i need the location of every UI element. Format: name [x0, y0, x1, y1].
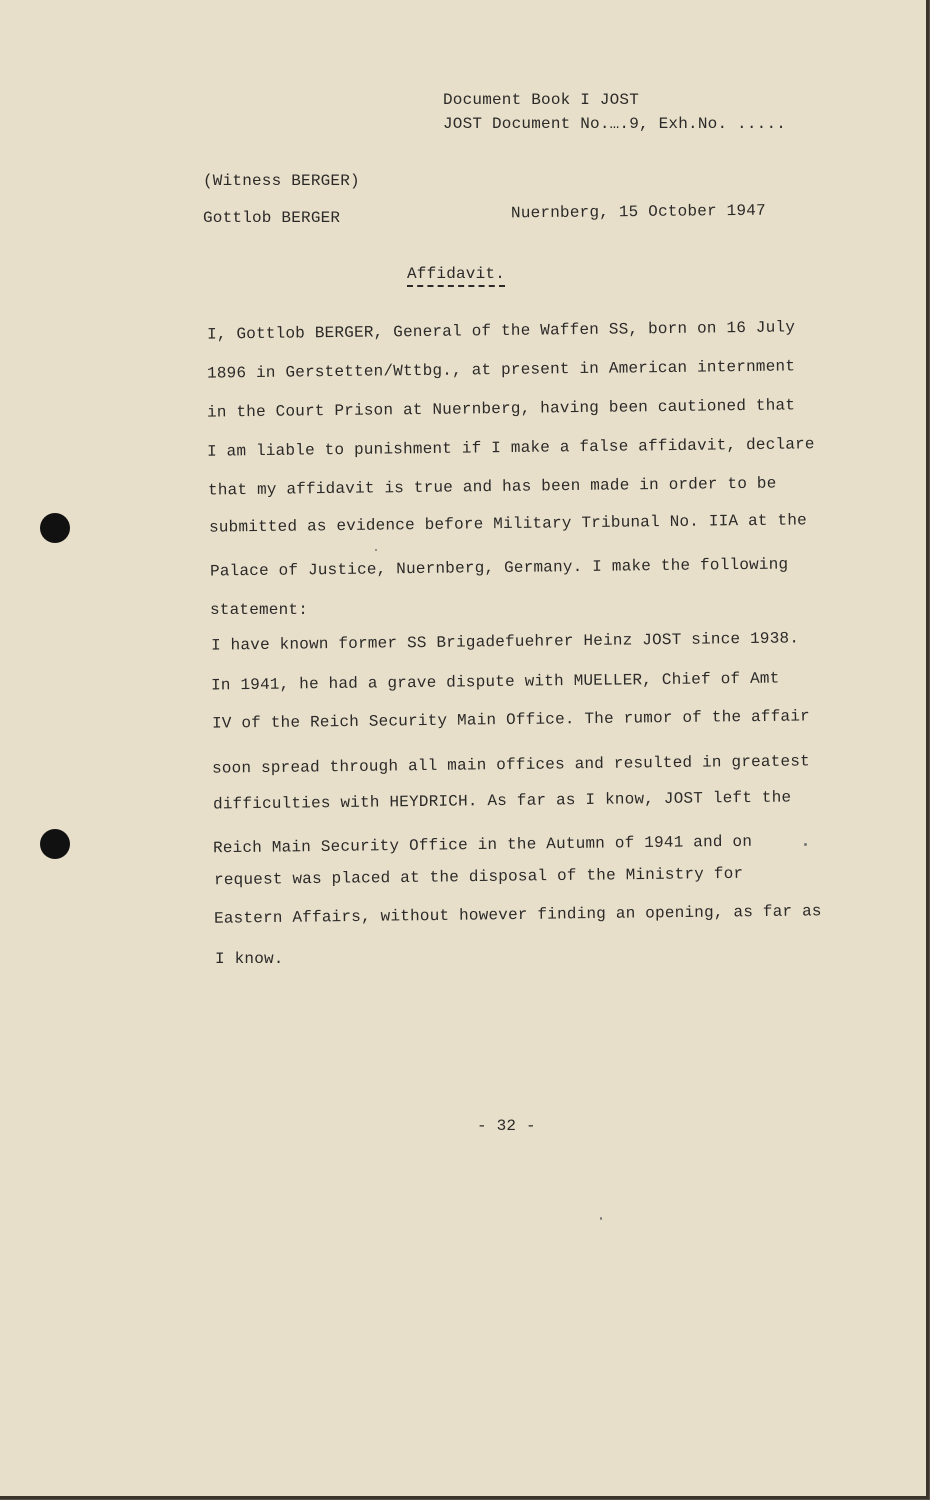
affiant-name: Gottlob BERGER: [203, 209, 341, 227]
body-line: In 1941, he had a grave dispute with MUELLER, Chief of Amt: [210, 669, 780, 695]
header-line-1: Document Book I JOST: [443, 91, 640, 109]
body-line: I know.: [215, 950, 284, 968]
body-line: Palace of Justice, Nuernberg, Germany. I make the following: [209, 555, 789, 581]
body-line: I am liable to punishment if I make a false affidavit, declare: [206, 435, 815, 461]
body-line: Eastern Affairs, without however finding an opening, as far as: [213, 902, 822, 928]
witness-label: (Witness BERGER): [203, 172, 360, 190]
header-line-2: JOST Document No.….9, Exh.No. .....: [443, 115, 787, 133]
body-line: difficulties with HEYDRICH. As far as I know, JOST left the: [212, 788, 792, 814]
body-line: IV of the Reich Security Main Office. The rumor of the affair: [211, 707, 810, 733]
body-line: in the Court Prison at Nuernberg, having been cautioned that: [206, 396, 796, 422]
body-line: I, Gottlob BERGER, General of the Waffen SS, born on 16 July: [206, 318, 796, 344]
paper-speck: [600, 1217, 602, 1220]
paper-speck: [804, 843, 807, 846]
body-line: request was placed at the disposal of the Ministry for: [213, 864, 744, 890]
page-number: - 32 -: [477, 1117, 536, 1135]
body-line: Reich Main Security Office in the Autumn of 1941 and on: [212, 832, 753, 858]
body-line: that my affidavit is true and has been made in order to be: [207, 474, 777, 500]
body-line: soon spread through all main offices and resulted in greatest: [211, 752, 810, 778]
body-line: I have known former SS Brigadefuehrer Heinz JOST since 1938.: [210, 629, 800, 655]
body-line: 1896 in Gerstetten/Wttbg., at present in American internment: [206, 357, 796, 383]
punch-hole-bottom: [40, 829, 70, 859]
place-date: Nuernberg, 15 October 1947: [510, 201, 766, 223]
paper-speck: [375, 549, 377, 551]
body-line: submitted as evidence before Military Tribunal No. IIA at the: [208, 511, 807, 537]
document-title: Affidavit.: [407, 265, 505, 287]
punch-hole-top: [40, 513, 70, 543]
body-line: statement:: [210, 601, 309, 619]
